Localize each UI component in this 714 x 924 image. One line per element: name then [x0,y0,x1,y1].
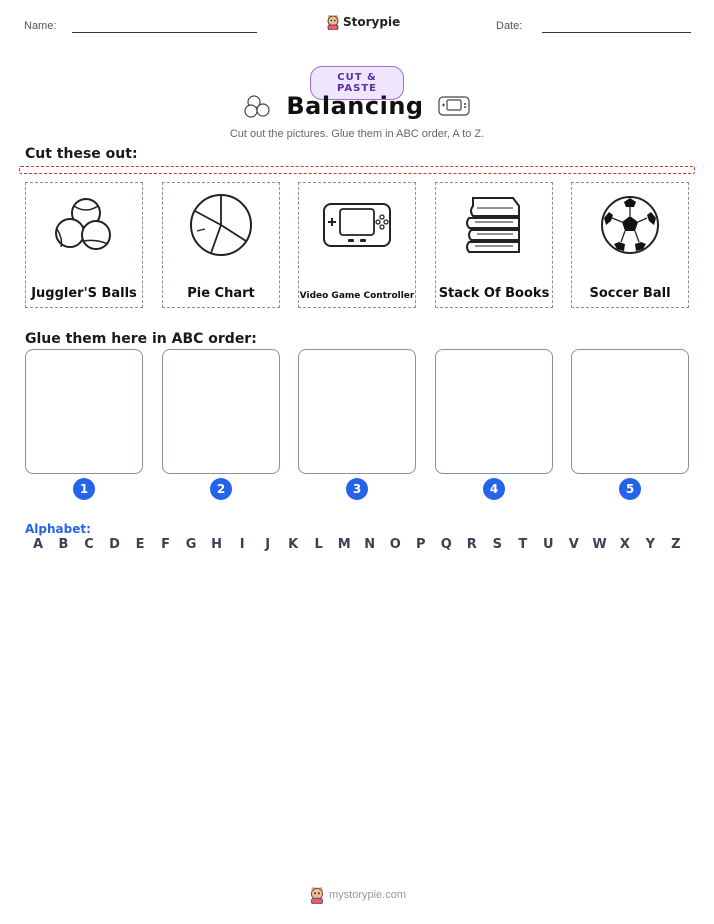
card-label: Stack Of Books [438,286,550,301]
glue-slot[interactable] [435,349,553,474]
juggling-balls-icon [53,196,115,254]
game-controller-icon [438,95,470,117]
soccer-ball-icon [599,194,661,256]
page-title: Balancing [286,92,424,120]
alphabet-letter: P [415,537,426,552]
footer [309,886,406,904]
alphabet-letter: T [518,537,528,552]
card-label: Juggler'S Balls [31,286,137,301]
footer-url[interactable]: mystorypie.com [329,889,407,901]
card-picture [322,191,392,259]
storypie-mascot-icon [309,886,325,904]
glue-heading: Glue them here in ABC order: [25,331,257,347]
glue-slot[interactable] [25,349,143,474]
cut-card[interactable] [25,182,143,308]
glue-slot[interactable] [571,349,689,474]
slot-number: 2 [210,478,232,500]
alphabet-letter: B [58,537,69,552]
card-picture [599,191,661,259]
card-label: Soccer Ball [589,286,671,301]
alphabet-row [31,537,683,552]
slot-number: 4 [483,478,505,500]
alphabet-letter: J [265,537,271,552]
title-row [0,92,714,120]
instructions: Cut out the pictures. Glue them in ABC order, A to Z. [229,128,485,140]
cut-card[interactable] [298,182,416,308]
cut-card[interactable] [162,182,280,308]
cut-heading: Cut these out: [25,146,138,162]
alphabet-letter: S [492,537,502,552]
card-picture [189,191,253,259]
alphabet-letter: M [337,537,351,552]
storypie-mascot-icon [326,14,340,30]
pie-chart-icon [189,193,253,257]
juggling-balls-icon [244,94,272,118]
glue-slot[interactable] [298,349,416,474]
alphabet-letter: W [592,537,607,552]
date-label: Date: [496,20,523,32]
cut-line [19,166,695,174]
alphabet-letter: Z [671,537,681,552]
alphabet-letter: O [389,537,401,552]
alphabet-letter: G [185,537,197,552]
alphabet-letter: X [619,537,630,552]
alphabet-letter: U [543,537,554,552]
alphabet-letter: A [32,537,44,552]
alphabet-heading: Alphabet: [25,522,91,536]
alphabet-letter: C [84,537,94,552]
alphabet-letter: V [568,537,579,552]
card-label: Video Game Controller [299,291,415,301]
alphabet-letter: Y [645,537,656,552]
card-label: Pie Chart [187,286,255,301]
alphabet-letter: E [135,537,145,552]
slot-number: 1 [73,478,95,500]
slot-number: 5 [619,478,641,500]
game-controller-icon [322,200,392,250]
name-line [72,32,257,33]
alphabet-letter: K [288,537,299,552]
alphabet-letter: Q [440,537,452,552]
slot-number: 3 [346,478,368,500]
alphabet-letter: F [161,537,171,552]
card-picture [463,191,525,259]
name-label: Name: [24,20,57,32]
books-icon [463,194,525,256]
alphabet-letter: R [466,537,477,552]
date-line [542,32,691,33]
brand-name: Storypie [343,15,401,29]
card-picture [53,191,115,259]
cut-card[interactable] [435,182,553,308]
alphabet-letter: H [211,537,223,552]
glue-slot[interactable] [162,349,280,474]
alphabet-letter: I [239,537,245,552]
brand-logo [326,14,400,30]
alphabet-letter: L [314,537,323,552]
cut-paste-badge: CUT & PASTE [310,66,404,100]
cut-card[interactable] [571,182,689,308]
alphabet-letter: N [364,537,376,552]
alphabet-letter: D [109,537,120,552]
